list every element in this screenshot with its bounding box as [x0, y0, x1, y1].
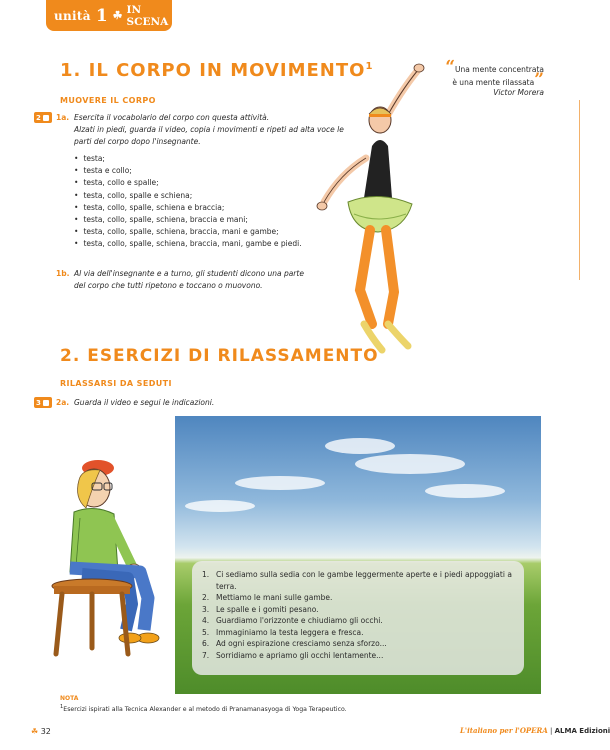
step-text: Ci sediamo sulla sedia con le gambe leggermente aperte e i piedi appoggiati a terra.: [216, 570, 512, 591]
screen-icon: [43, 400, 49, 406]
section2-subtitle: RILASSARSI DA SEDUTI: [60, 379, 172, 388]
list-item: • testa e collo;: [74, 165, 374, 177]
cloud: [355, 454, 465, 474]
instr-line: Esercita il vocabolario del corpo con questa attività.: [74, 113, 270, 122]
instr-line: Alzati in piedi, guarda il video, copia i movimenti e ripeti ad alta voce le: [74, 125, 344, 134]
list-item: • testa;: [74, 153, 374, 165]
screen-icon: [43, 115, 49, 121]
track-number: 3: [36, 398, 41, 407]
step-number: 7.: [202, 650, 210, 660]
relaxation-steps-list: [202, 569, 516, 661]
unit-title: IN SCENA: [126, 3, 169, 28]
quote-author: Victor Morera: [493, 88, 544, 97]
nota-heading: NOTA: [60, 695, 79, 702]
exercise-1b-number: 1b.: [56, 269, 70, 278]
step-number: 6.: [202, 639, 210, 648]
step-text: Le spalle e i gomiti pesano.: [216, 604, 319, 614]
section1-title-text: 1. IL CORPO IN MOVIMENTO: [60, 60, 366, 81]
step-text: Guardiamo l'orizzonte e chiudiamo gli occhi.: [216, 616, 383, 625]
quote-line-1: Una mente concentrata: [455, 65, 544, 74]
seated-man-illustration: [52, 448, 174, 660]
cloud: [185, 500, 255, 512]
cloud: [325, 438, 395, 454]
step-number: 2.: [202, 593, 210, 602]
list-item: [202, 569, 516, 592]
nota-text: [60, 704, 347, 713]
page-number-text: 32: [40, 727, 51, 736]
list-item: • testa, collo, spalle, schiena, braccia, mani, gambe e piedi.: [74, 238, 374, 250]
page-number: [31, 727, 51, 736]
list-item: [202, 592, 516, 604]
quote: [438, 57, 544, 99]
section1-subtitle: MUOVERE IL CORPO: [60, 96, 156, 105]
video-track-badge-3[interactable]: [34, 397, 52, 408]
list-item: • testa, collo, spalle, schiena, braccia, mani e gambe;: [74, 226, 374, 238]
step-number: 4.: [202, 616, 210, 625]
step-text: Immaginiamo la testa leggera e fresca.: [216, 627, 364, 637]
cloud: [425, 484, 505, 498]
open-quote-mark: “: [445, 57, 456, 77]
quote-line-2: è una mente rilassata: [452, 77, 535, 87]
exercise-2a-number: 2a.: [56, 398, 70, 407]
relaxation-steps-box: [192, 561, 524, 675]
book-title: L'italiano per l'OPERA: [460, 726, 548, 735]
list-item: [202, 615, 516, 627]
list-item: • testa, collo, spalle, schiena e braccia;: [74, 202, 374, 214]
unit-number: 1: [95, 5, 108, 26]
instr-line: parti del corpo dopo l'insegnante.: [74, 137, 201, 146]
list-item: [202, 650, 516, 662]
exercise-2a-instructions: Guarda il video e segui le indicazioni.: [74, 398, 215, 407]
footer-separator: |: [550, 727, 553, 735]
instr-line: Al via dell'insegnante e a turno, gli studenti dicono una parte: [74, 269, 304, 278]
step-number: 3.: [202, 604, 210, 614]
unit-tab: [46, 0, 172, 31]
step-number: 1.: [202, 570, 210, 579]
leaf-icon: ☘: [112, 9, 123, 22]
dancer-illustration: [300, 62, 450, 354]
cloud: [235, 476, 325, 490]
list-item: • testa, collo, spalle, schiena, braccia e mani;: [74, 214, 374, 226]
publisher: ALMA Edizioni: [554, 727, 610, 735]
list-item: [202, 627, 516, 639]
footer-credits: [460, 726, 610, 735]
unit-word: unità: [54, 8, 91, 23]
nota-body: Esercizi ispirati alla Tecnica Alexander e al metodo di Pranamanasyoga di Yoga Terapeutico.: [63, 706, 347, 714]
leaf-icon: ☘: [31, 727, 39, 736]
list-item: • testa, collo, spalle e schiena;: [74, 190, 374, 202]
margin-rule: [579, 100, 580, 280]
exercise-1a-number: 1a.: [56, 113, 70, 122]
list-item: • testa, collo e spalle;: [74, 177, 374, 189]
section2-title: 2. ESERCIZI DI RILASSAMENTO: [60, 346, 379, 366]
list-item: [202, 638, 516, 650]
step-text: Sorridiamo e apriamo gli occhi lentamente...: [216, 650, 384, 660]
footnote-mark: 1: [365, 61, 374, 72]
step-text: Ad ogni espirazione cresciamo senza sforzo...: [216, 639, 387, 648]
footnote-mark: 1: [60, 704, 64, 710]
step-text: Mettiamo le mani sulle gambe.: [216, 593, 333, 602]
list-item: [202, 604, 516, 616]
instr-line: del corpo che tutti ripetono e toccano o muovono.: [74, 281, 263, 290]
step-number: 5.: [202, 627, 210, 637]
video-track-badge-2[interactable]: [34, 112, 52, 123]
track-number: 2: [36, 113, 41, 122]
close-quote-mark: ”: [534, 69, 544, 90]
